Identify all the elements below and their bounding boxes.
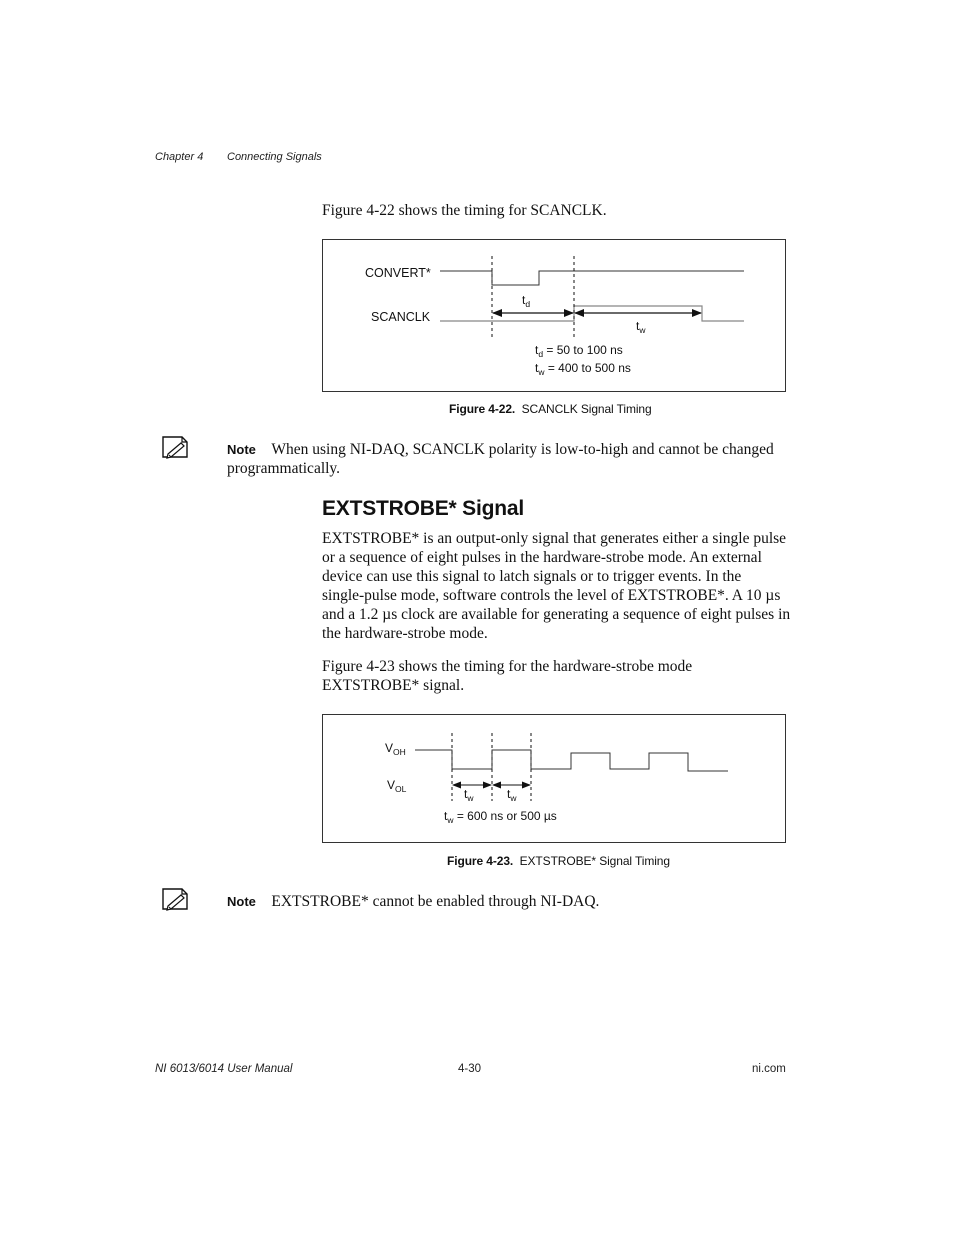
chapter-label: Chapter 4 bbox=[155, 151, 204, 163]
figure-22-caption: Figure 4-22. SCANCLK Signal Timing bbox=[449, 402, 652, 416]
paragraph-1-line: the hardware-strobe mode. bbox=[322, 625, 488, 642]
tw-label-2: $t_w$ bbox=[507, 787, 517, 803]
section-label: Connecting Signals bbox=[227, 151, 322, 163]
td-label: $t_d$ bbox=[522, 293, 531, 309]
convert-waveform bbox=[440, 271, 744, 285]
paragraph-2-line: Figure 4-23 shows the timing for the hardware-strobe mode bbox=[322, 658, 693, 675]
convert-signal-label: CONVERT* bbox=[365, 266, 431, 280]
note-1 bbox=[227, 440, 787, 478]
paragraph-1-line: and a 1.2 µs clock are available for generating a sequence of eight pulses in bbox=[322, 606, 791, 623]
paragraph-1-line: EXTSTROBE* is an output-only signal that generates either a single pulse bbox=[322, 530, 787, 547]
vol-label: $V_{OL}$ bbox=[387, 778, 407, 794]
footer-manual: NI 6013/6014 User Manual bbox=[155, 1063, 293, 1075]
tw-spec: $t_w = 600$ ns or 500 µs bbox=[444, 809, 557, 825]
tw-label-1: $t_w$ bbox=[464, 787, 474, 803]
td-spec: $t_d = 50$ to 100 ns bbox=[535, 343, 623, 359]
note-2-text: EXTSTROBE* cannot be enabled through NI-DAQ. bbox=[271, 893, 600, 910]
figure-23-caption: Figure 4-23. EXTSTROBE* Signal Timing bbox=[447, 854, 670, 868]
section-heading: EXTSTROBE* Signal bbox=[322, 497, 524, 520]
tw-spec: $t_w = 400$ to 500 ns bbox=[535, 361, 631, 377]
intro-text: Figure 4-22 shows the timing for SCANCLK. bbox=[322, 202, 607, 219]
footer-page-number: 4-30 bbox=[458, 1063, 482, 1075]
paragraph-1-line: single-pulse mode, software controls the level of EXTSTROBE*. A 10 µs bbox=[322, 587, 781, 604]
paragraph-2-line: EXTSTROBE* signal. bbox=[322, 677, 465, 694]
extstrobe-timing-diagram bbox=[323, 715, 785, 842]
note-2-label: Note bbox=[227, 894, 256, 909]
note-1-text: When using NI-DAQ, SCANCLK polarity is low-to-high and cannot be changed programmatically. bbox=[227, 441, 774, 477]
scanclk-timing-diagram bbox=[323, 240, 785, 391]
paragraph-1-line: or a sequence of eight pulses in the hardware-strobe mode. An external bbox=[322, 549, 762, 566]
paragraph-1 bbox=[322, 529, 792, 643]
paragraph-1-line: device can use this signal to latch signals or to trigger events. In the bbox=[322, 568, 742, 585]
note-1-label: Note bbox=[227, 442, 256, 457]
tw-label: $t_w$ bbox=[636, 319, 646, 335]
figure-22-box bbox=[322, 239, 786, 392]
scanclk-signal-label: SCANCLK bbox=[371, 310, 431, 324]
note-icon bbox=[160, 433, 190, 466]
paragraph-2 bbox=[322, 657, 792, 695]
voh-label: $V_{OH}$ bbox=[385, 741, 406, 757]
note-icon bbox=[160, 885, 190, 918]
figure-23-box bbox=[322, 714, 786, 843]
note-2 bbox=[227, 892, 787, 911]
extstrobe-waveform bbox=[415, 750, 728, 771]
footer-site: ni.com bbox=[752, 1063, 786, 1075]
